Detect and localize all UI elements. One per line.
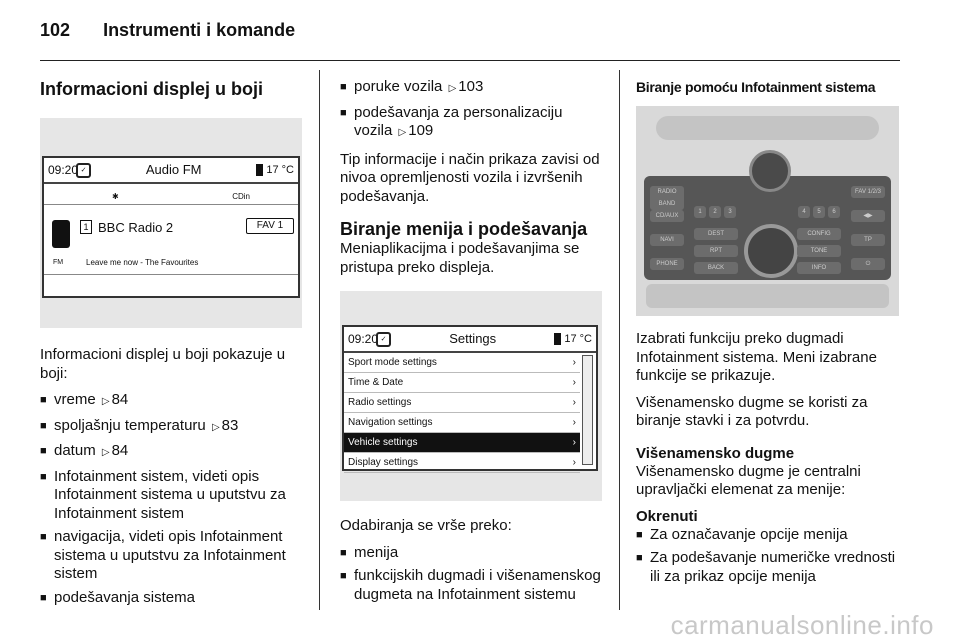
tp-button: TP	[851, 234, 885, 246]
section-heading-infotainment: Biranje pomoću Infotainment sistema	[636, 79, 876, 95]
display-status-bar	[44, 158, 298, 184]
bullet-list-top	[340, 78, 602, 143]
multifunction-knob	[744, 224, 798, 278]
menu-item-navigation: Navigation settings ›	[344, 413, 580, 433]
page-ref: ▷ 84	[100, 442, 128, 459]
column-1	[40, 78, 310, 615]
settings-status-bar	[344, 327, 596, 353]
section-heading-menus: Biranje menija i podešavanja	[340, 219, 588, 239]
panel-bottom-vent	[646, 284, 889, 308]
page-ref: ▷ 103	[447, 78, 484, 95]
volume-knob	[749, 150, 791, 192]
paragraph-menu-access: Meniaplikacijma i podešavanjima se pristupa preko displeja.	[340, 240, 580, 276]
config-button: CONFIG	[797, 228, 841, 240]
chevron-right-icon: ›	[572, 377, 576, 388]
header-rule	[40, 60, 900, 61]
temperature-text: 17 °C	[266, 163, 294, 176]
list-item: ■ menija	[340, 544, 602, 563]
menu-item-vehicle-selected: Vehicle settings ›	[344, 433, 580, 453]
chevron-right-icon: ›	[572, 417, 576, 428]
display-divider	[44, 204, 298, 205]
radio-tower-icon	[52, 220, 70, 248]
settings-screen	[342, 325, 598, 471]
preset-button-2: 2	[709, 206, 721, 218]
paragraph-multifunction-use: Višenamensko dugme se koristi za biranje stavki i za potvrdu.	[636, 393, 868, 429]
check-icon: ✓	[76, 163, 91, 178]
menu-item-display: Display settings ›	[344, 453, 580, 473]
rds-text: Leave me now - The Favourites	[86, 258, 199, 267]
figure-infotainment-panel	[636, 106, 899, 316]
phone-icon	[256, 164, 263, 176]
figure-settings-display	[340, 291, 602, 501]
figure-color-display	[40, 118, 302, 328]
clock-text: 09:20	[48, 162, 79, 177]
bullet-list-display	[40, 391, 310, 607]
paragraph-select-intro: Odabiranja se vrše preko:	[340, 517, 512, 534]
paragraph-intro: Informacioni displej u boji pokazuje u boji:	[40, 346, 286, 382]
temperature-text: 17 °C	[564, 332, 592, 345]
subheading-turn: Okrenuti	[636, 507, 698, 525]
display-screen	[42, 156, 300, 298]
phone-icon	[554, 333, 561, 345]
back-button: BACK	[694, 262, 738, 274]
phone-button: PHONE	[650, 258, 684, 270]
column-3	[636, 78, 900, 96]
page-header	[40, 20, 295, 41]
radio-band-button: RADIO BAND	[650, 186, 684, 210]
bluetooth-icon: ✱	[112, 192, 119, 201]
preset-button-5: 5	[813, 206, 825, 218]
section-heading-color-display: Informacioni displej u boji	[40, 79, 264, 99]
cd-aux-button: CD/AUX	[650, 210, 684, 222]
display-title: Audio FM	[145, 161, 202, 177]
chevron-right-icon: ›	[572, 397, 576, 408]
chevron-right-icon: ›	[572, 357, 576, 368]
column-divider-2	[619, 70, 620, 610]
preset-button-4: 4	[798, 206, 810, 218]
rpt-button: RPT	[694, 245, 738, 257]
panel-top-vent	[656, 116, 879, 140]
page-title: Instrumenti i komande	[103, 20, 296, 40]
display-body	[44, 184, 298, 296]
band-label: FM	[53, 259, 64, 266]
column-divider-1	[319, 70, 320, 610]
fav-button: FAV 1/2/3	[851, 186, 885, 198]
settings-menu	[344, 353, 580, 473]
paragraph-select-function: Izabrati funkciju preko dugmadi Infotainment sistema. Meni izabrane funkcije se prikazuje.	[636, 330, 877, 384]
dest-button: DEST	[694, 228, 738, 240]
page-ref: ▷ 109	[397, 122, 434, 139]
paragraph-multifunction-central: Višenamensko dugme je centralni upravljački elemenat za menije:	[636, 462, 861, 498]
menu-item-radio: Radio settings ›	[344, 393, 580, 413]
list-item: ■ podešavanja sistema	[40, 589, 310, 608]
page-number: 102	[40, 20, 71, 40]
menu-item-time-date: Time & Date ›	[344, 373, 580, 393]
chevron-right-icon: ›	[572, 457, 576, 468]
subheading-multifunction-knob: Višenamensko dugme	[636, 444, 795, 462]
preset-button-6: 6	[828, 206, 840, 218]
bullet-list-bottom	[340, 544, 602, 605]
preset-button-1: 1	[694, 206, 706, 218]
display-divider-bottom	[44, 274, 298, 275]
seek-button: ◀▶	[851, 210, 885, 222]
menu-scrollbar	[582, 355, 593, 465]
info-button: INFO	[797, 262, 841, 274]
station-name: BBC Radio 2	[98, 220, 174, 235]
list-item: ■ navigacija, videti opis Infotainment sistema u uputstvu za Infotainment sistem	[40, 528, 310, 584]
paragraph-info-type: Tip informacije i način prikaza zavisi od nivoa opremljenosti vozila i izvršenih podešavanja.	[340, 150, 600, 205]
fav-button: FAV 1	[246, 218, 294, 234]
power-button: ⏻	[851, 258, 885, 270]
list-item: ■ Za podešavanje numeričke vrednosti ili za prikaz opcije menija	[636, 549, 900, 586]
list-item: ■ podešavanja za personalizaciju vozila ▷ 109	[340, 104, 602, 143]
page-ref: ▷ 83	[210, 417, 238, 434]
list-item: ■ datum ▷ 84	[40, 442, 310, 463]
settings-title: Settings	[449, 330, 497, 346]
chevron-right-icon: ›	[572, 437, 576, 448]
navi-button: NAVI	[650, 234, 684, 246]
list-item: ■ poruke vozila ▷ 103	[340, 78, 602, 99]
clock-text: 09:20	[348, 331, 379, 346]
check-icon: ✓	[376, 332, 391, 347]
list-item: ■ Za označavanje opcije menija	[636, 526, 900, 545]
column-2	[340, 78, 602, 612]
bullet-list-turn	[636, 526, 900, 587]
page-ref: ▷ 84	[100, 391, 128, 408]
list-item: ■ Infotainment sistem, videti opis Infotainment sistema u uputstvu za Infotainment sistem	[40, 468, 310, 524]
list-item: ■ funkcijskih dugmadi i višenamenskog dugmeta na Infotainment sistemu	[340, 567, 602, 604]
cdin-label: CDin	[232, 192, 250, 201]
tone-button: TONE	[797, 245, 841, 257]
preset-button-3: 3	[724, 206, 736, 218]
list-item: ■ vreme ▷ 84	[40, 391, 310, 412]
list-item: ■ spoljašnju temperaturu ▷ 83	[40, 417, 310, 438]
menu-item-sport-mode: Sport mode settings ›	[344, 353, 580, 373]
column-3-text	[636, 330, 900, 594]
watermark: carmanualsonline.info	[670, 610, 934, 640]
preset-number: 1	[80, 220, 92, 234]
